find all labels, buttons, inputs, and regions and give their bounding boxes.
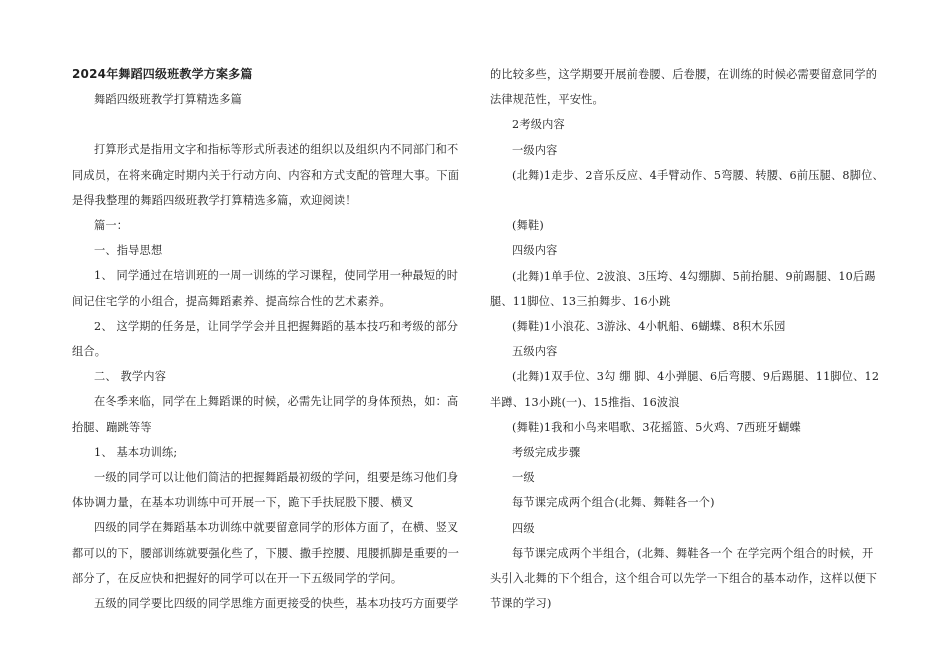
- text-line: 1、 同学通过在培训班的一周一训练的学习课程，使同学用一种最短的时: [94, 269, 459, 283]
- text-line: 体协调力量，在基本功训练中可开展一下，跪下手扶屁股下腰、横叉: [72, 496, 414, 510]
- text-line: 五级的同学要比四级的同学思维方面更接受的快些，基本功技巧方面要学: [94, 597, 459, 611]
- document-title: 2024年舞蹈四级班教学方案多篇: [72, 67, 253, 81]
- text-line: [490, 188, 880, 213]
- text-line: 法律规范性，平安性。: [490, 93, 604, 107]
- blank-line: [72, 112, 457, 137]
- text-line: 一级内容: [512, 143, 558, 157]
- text-line: 二、 教学内容: [94, 370, 167, 384]
- text-line: 每节课完成两个半组合，(北舞、舞鞋各一个 在学完两个组合的时候，开: [512, 546, 874, 560]
- text-line: (北舞)1单手位、2波浪、3压垮、4勾绷脚、5前抬腿、9前踢腿、10后踢: [512, 269, 876, 283]
- text-line: 部分了，在反应快和把握好的同学可以在开一下五级同学的学问。: [72, 571, 403, 585]
- text-line: 的比较多些，这学期要开展前卷腰、后卷腰，在训练的时候必需要留意同学的: [490, 68, 878, 81]
- text-line: 都可以的下，腰部训练就要强化些了，下腰、撒手控腰、甩腰抓脚是重要的一: [72, 546, 460, 560]
- text-line: 一级的同学可以让他们简洁的把握舞蹈最初级的学问，组要是练习他们身: [94, 471, 459, 485]
- text-line: 一级: [512, 471, 535, 485]
- text-line: 四级的同学在舞蹈基本功训练中就要留意同学的形体方面了，在横、竖叉: [94, 521, 459, 535]
- text-line: (北舞)1双手位、3勾 绷 脚、4小弹腿、6后弯腰、9后踢腿、11脚位、12: [512, 370, 880, 384]
- text-line: 四级内容: [512, 244, 558, 258]
- text-line: 间记住宅学的小组合，提高舞蹈素养、提高综合性的艺术素养。: [72, 294, 391, 308]
- text-line: 是得我整理的舞蹈四级班教学打算精选多篇，欢迎阅读！: [72, 193, 357, 207]
- text-line: 抬腿、蹦跳等等: [72, 420, 152, 434]
- text-line: (舞鞋)1小浪花、3游泳、4小帆船、6蝴蝶、8积木乐园: [512, 320, 786, 334]
- right-column: [490, 62, 884, 616]
- text-line: 2、 这学期的任务是，让同学学会并且把握舞蹈的基本技巧和考级的部分: [94, 319, 459, 333]
- text-line: 1、 基本功训练;: [94, 445, 178, 459]
- text-line: 打算形式是指用文字和指标等形式所表述的组织以及组织内不同部门和不: [94, 143, 459, 157]
- text-line: (舞鞋)1我和小鸟来唱歌、3花摇篮、5火鸡、7西班牙蝴蝶: [512, 420, 801, 434]
- left-column: [72, 62, 460, 616]
- text-line: 四级: [512, 521, 535, 535]
- text-line: 考级完成步骤: [512, 446, 581, 460]
- document-subtitle: 舞蹈四级班教学打算精选多篇: [94, 93, 243, 106]
- text-line: 一、指导思想: [94, 244, 163, 258]
- text-line: 在冬季来临，同学在上舞蹈课的时候，必需先让同学的身体预热，如：高: [94, 395, 459, 409]
- text-line: 同成员，在将来确定时期内关于行动方向、内容和方式支配的管理大事。下面: [72, 168, 460, 182]
- text-line: (舞鞋): [512, 219, 544, 233]
- text-line: 腿、11脚位、13三拍舞步、16小跳: [490, 294, 671, 308]
- text-line: 五级内容: [512, 345, 558, 359]
- text-line: 2考级内容: [512, 118, 565, 132]
- text-line: 节课的学习): [490, 597, 552, 611]
- text-line: 篇一：: [94, 219, 129, 232]
- text-line: (北舞)1走步、2音乐反应、4手臂动作、5弯腰、转腰、6前压腿、8脚位、: [512, 168, 884, 182]
- text-line: 半蹲、13小跳(一)、15推指、16波浪: [490, 395, 680, 409]
- text-line: 每节课完成两个组合(北舞、舞鞋各一个): [512, 496, 715, 510]
- text-line: 组合。: [72, 345, 107, 359]
- text-line: 头引入北舞的下个组合，这个组合可以先学一下组合的基本动作，这样以便下: [490, 572, 878, 586]
